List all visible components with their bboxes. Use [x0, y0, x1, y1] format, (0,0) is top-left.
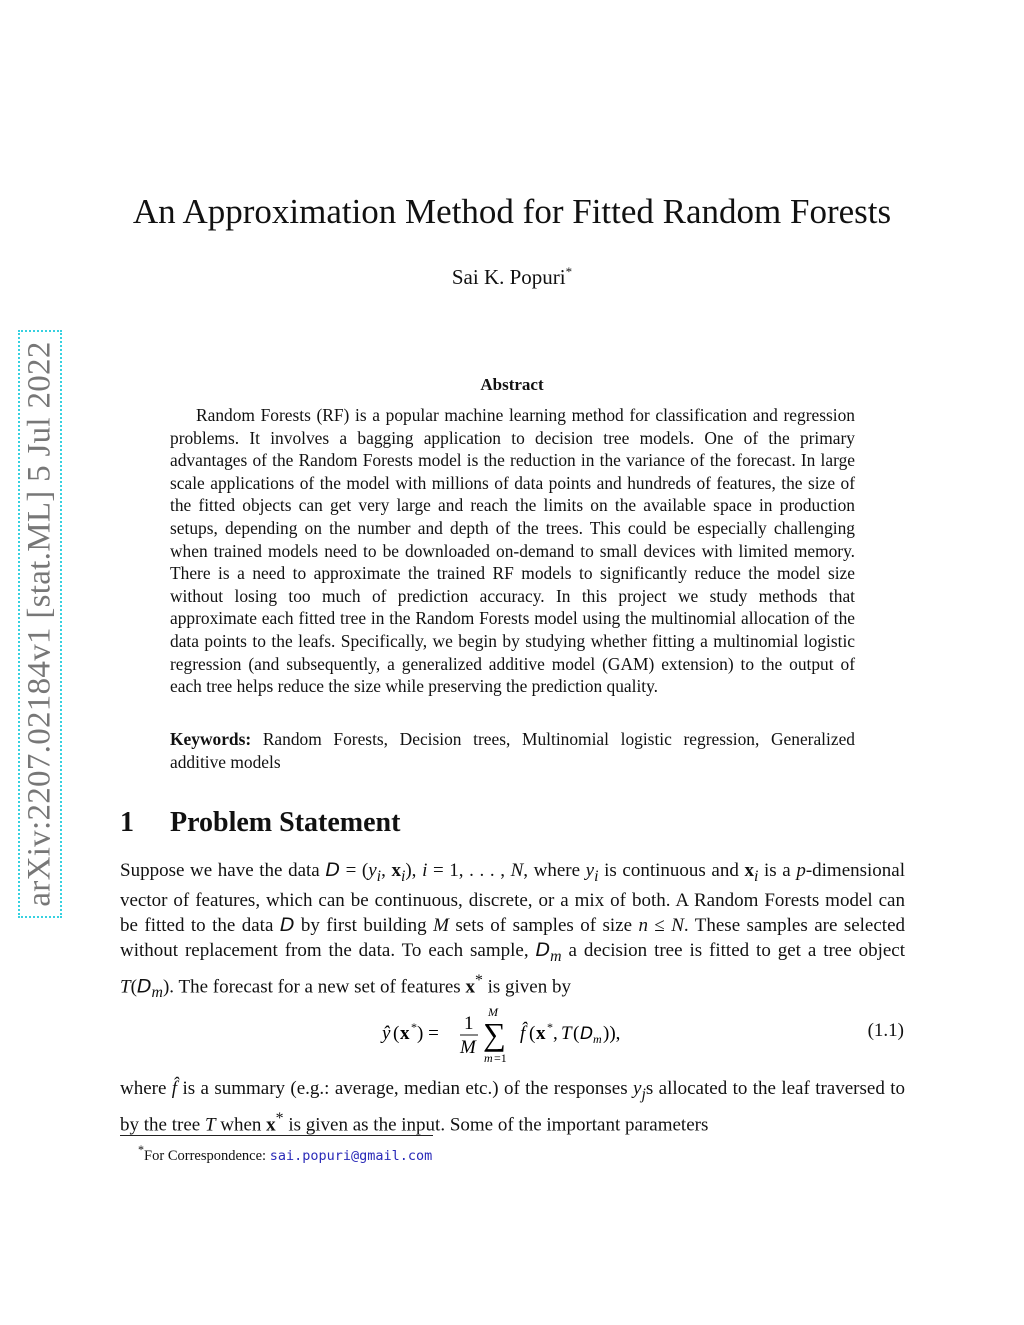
arxiv-stamp-text: arXiv:2207.02184v1 [stat.ML] 5 Jul 2022 — [21, 341, 58, 907]
body-paragraph-1: Suppose we have the data $D = (y_i$, $x_i$), i = 1, . . . , N, where $y_i$ is continuous and $x_i$ is a p-dimensional vector of features, which can be continuous, discrete, or a mix of both. A Random Forests model can be fitted to the data D by first building M sets of samples of size n ≤ N. These samples are selected without replacement from the data. To each sample, $D_m$ a decision tree is fitted to get a tree object $T(D_m)$. The forecast for a new set of features x* is given by — [120, 859, 906, 1002]
svg-text:∑: ∑ — [483, 1016, 506, 1052]
author-name: Sai K. Popuri — [451, 265, 566, 289]
author — [0, 259, 1024, 290]
footnote-mark: * — [138, 1143, 145, 1157]
svg-text:*: * — [411, 1020, 417, 1034]
svg-text:(: ( — [529, 1023, 536, 1044]
svg-text:m: m — [593, 1032, 602, 1046]
abstract-heading: Abstract — [480, 375, 544, 394]
section-title: Problem Statement — [170, 807, 401, 838]
arxiv-stamp — [18, 330, 62, 918]
equation-1-1 — [380, 1005, 650, 1065]
svg-text:M: M — [460, 1037, 476, 1058]
svg-text:,: , — [553, 1023, 558, 1044]
footnote — [138, 1140, 432, 1166]
keywords-label: Keywords: — [170, 729, 252, 749]
section-number: 1 — [120, 807, 134, 838]
author-footnote-mark: * — [565, 264, 573, 279]
svg-text:) =: ) = — [417, 1023, 439, 1044]
svg-text:1: 1 — [464, 1013, 474, 1034]
section-heading — [120, 806, 400, 840]
svg-text:(: ( — [573, 1023, 580, 1044]
svg-text:x: x — [400, 1023, 410, 1044]
equation-number: (1.1) — [867, 1020, 904, 1041]
svg-text:*: * — [547, 1020, 553, 1034]
svg-text:M: M — [488, 1005, 498, 1019]
body-paragraph-2: where f̂ is a summary (e.g.: average, median etc.) of the responses $y_js$ allocated to the leaf traversed to by the tree T when x* is given as the input. Some of the important parameters — [120, 1078, 905, 1136]
keywords-text: Random Forests, Decision trees, Multinomial logistic regression, Generalized additive models — [170, 729, 855, 772]
svg-text:(: ( — [393, 1023, 400, 1044]
svg-text:ŷ: ŷ — [382, 1023, 391, 1044]
svg-text:T: T — [561, 1023, 572, 1044]
svg-text:f̂: f̂ — [520, 1023, 526, 1044]
svg-text:)),: )), — [603, 1023, 621, 1044]
svg-text:x: x — [536, 1023, 546, 1044]
paper-title: An Approximation Method for Fitted Random Forests — [132, 192, 892, 231]
abstract-body: Random Forests (RF) is a popular machine learning method for classification and regression problems. It involves a bagging application to decision tree models. One of the primary advantages of the Random Forests model is the reduction in the variance of the forecast. In large scale applications of the model with millions of data points and hundreds of features, the size of the fitted objects can get very large and reach the limits on the available space in production setups, depending on the number and depth of the trees. This could be especially challenging when trained models need to be downloaded on-demand to small devices with limited memory. There is a need to approximate the trained RF models to significantly reduce the model size without losing too much of prediction accuracy. In this project we study methods that approximate each fitted tree in the Random Forests model using the multinomial allocation of the data points to the leafs. Specifically, we begin by studying whether fitting a multinomial logistic regression (and subsequently, a generalized additive model (GAM) extension) to the output of each tree helps reduce the size while preserving the prediction quality. — [170, 405, 855, 697]
correspondence-email-link[interactable]: sai.popuri@gmail.com — [269, 1147, 433, 1164]
footnote-label: For Correspondence: — [144, 1147, 270, 1164]
keywords — [170, 728, 855, 773]
footnote-rule — [120, 1135, 433, 1136]
svg-text:=1: =1 — [494, 1051, 507, 1065]
svg-text:D: D — [580, 1024, 594, 1044]
svg-text:m: m — [484, 1051, 493, 1065]
